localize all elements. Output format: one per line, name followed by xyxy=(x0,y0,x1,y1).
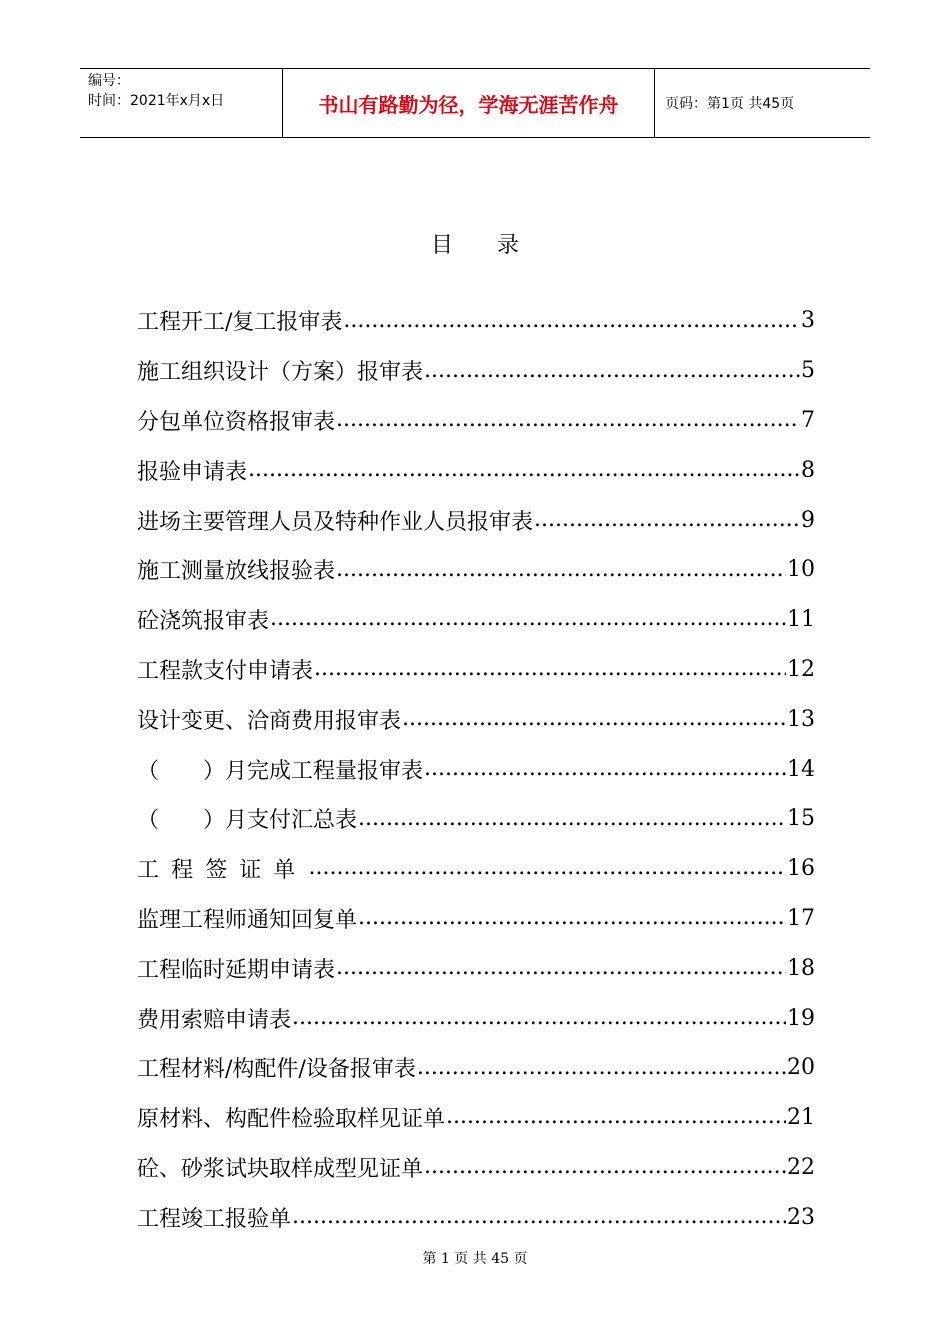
toc-entry-label: （ ）月完成工程量报审表 xyxy=(137,758,424,784)
toc-entry-label: 工程开工/复工报审表 xyxy=(137,310,343,336)
toc-entry-label: 工程签证单 xyxy=(137,858,308,884)
page-header xyxy=(80,68,870,138)
toc-entry-page: 9 xyxy=(801,507,815,533)
toc-leader-dots xyxy=(292,1204,786,1230)
toc-entry-label: 费用索赔申请表 xyxy=(137,1007,292,1033)
toc-leader-dots xyxy=(417,1055,786,1081)
toc-entry[interactable] xyxy=(137,1043,815,1093)
toc-entry-page: 8 xyxy=(801,457,815,483)
toc-entry-label: 工程临时延期申请表 xyxy=(137,957,336,983)
toc-entry-label: （ ）月支付汇总表 xyxy=(137,808,358,834)
page-title: 目 录 xyxy=(430,233,519,258)
toc-entry-label: 施工组织设计（方案）报审表 xyxy=(137,360,424,386)
toc-entry-page: 14 xyxy=(787,756,815,782)
header-motto: 书山有路勤为径，学海无涯苦作舟 xyxy=(282,69,655,137)
toc-entry[interactable] xyxy=(137,346,815,396)
toc-leader-dots xyxy=(336,955,786,981)
toc-entry-page: 13 xyxy=(787,706,815,732)
page-footer: 第 1 页 共 45 页 xyxy=(422,1251,528,1267)
toc-entry-page: 12 xyxy=(787,656,815,682)
toc-leader-dots xyxy=(424,1154,786,1180)
toc-leader-dots xyxy=(336,557,786,583)
toc-leader-dots xyxy=(402,706,786,732)
toc-leader-dots xyxy=(343,308,800,334)
toc-entry[interactable] xyxy=(137,894,815,944)
toc-entry-page: 17 xyxy=(787,905,815,931)
toc-entry-label: 进场主要管理人员及特种作业人员报审表 xyxy=(137,509,534,535)
toc-entry-label: 报验申请表 xyxy=(137,459,248,485)
toc-entry-page: 11 xyxy=(787,607,815,633)
toc-leader-dots xyxy=(248,457,800,483)
toc-entry-label: 分包单位资格报审表 xyxy=(137,409,336,435)
toc-entry[interactable] xyxy=(137,1192,815,1242)
toc-entry-page: 22 xyxy=(787,1154,815,1180)
toc-entry-page: 15 xyxy=(787,806,815,832)
toc-leader-dots xyxy=(336,407,800,433)
header-date: 时间：2021年x月x日 xyxy=(88,93,225,109)
toc-entry-page: 5 xyxy=(801,358,815,384)
toc-entry[interactable] xyxy=(137,1143,815,1193)
toc-entry-label: 砼、砂浆试块取样成型见证单 xyxy=(137,1156,424,1182)
toc-entry-label: 工程竣工报验单 xyxy=(137,1206,292,1232)
header-meta xyxy=(80,69,282,137)
toc-entry[interactable] xyxy=(137,1093,815,1143)
toc-leader-dots xyxy=(446,1104,786,1130)
toc-entry-page: 10 xyxy=(787,557,815,583)
toc-entry-page: 18 xyxy=(787,955,815,981)
header-number-label: 编号： xyxy=(88,73,130,89)
toc-entry-label: 工程材料/构配件/设备报审表 xyxy=(137,1057,416,1083)
header-page-info: 页码：第1页 共45页 xyxy=(665,96,795,112)
toc-leader-dots xyxy=(358,905,786,931)
toc-entry-label: 原材料、构配件检验取样见证单 xyxy=(137,1107,446,1133)
toc-entry[interactable] xyxy=(137,844,815,894)
toc-entry-page: 7 xyxy=(801,407,815,433)
toc-entry-page: 20 xyxy=(787,1055,815,1081)
toc-entry[interactable] xyxy=(137,993,815,1043)
toc-leader-dots xyxy=(424,756,786,782)
toc-leader-dots xyxy=(292,1005,786,1031)
toc-entry[interactable] xyxy=(137,943,815,993)
toc-entry[interactable] xyxy=(137,694,815,744)
toc-leader-dots xyxy=(534,507,800,533)
toc-entry[interactable] xyxy=(137,396,815,446)
toc-entry-label: 砼浇筑报审表 xyxy=(137,609,270,635)
toc-entry[interactable] xyxy=(137,545,815,595)
toc-leader-dots xyxy=(270,606,786,632)
toc-entry-page: 16 xyxy=(787,856,815,882)
toc-leader-dots xyxy=(358,806,786,832)
toc-entry[interactable] xyxy=(137,595,815,645)
toc-entry[interactable] xyxy=(137,445,815,495)
toc-entry[interactable] xyxy=(137,744,815,794)
toc-leader-dots xyxy=(309,855,786,881)
toc-entry-page: 19 xyxy=(787,1005,815,1031)
toc-entry[interactable] xyxy=(137,645,815,695)
toc-entry[interactable] xyxy=(137,495,815,545)
toc-entry[interactable] xyxy=(137,794,815,844)
toc-entry[interactable] xyxy=(137,296,815,346)
toc-entry-page: 3 xyxy=(801,308,815,334)
toc-entry-page: 21 xyxy=(787,1105,815,1131)
toc-leader-dots xyxy=(314,656,786,682)
toc-entry-label: 施工测量放线报验表 xyxy=(137,559,336,585)
table-of-contents xyxy=(137,296,815,1242)
toc-entry-label: 监理工程师通知回复单 xyxy=(137,907,358,933)
toc-entry-label: 工程款支付申请表 xyxy=(137,658,314,684)
toc-leader-dots xyxy=(424,358,800,384)
toc-entry-label: 设计变更、洽商费用报审表 xyxy=(137,708,402,734)
toc-entry-page: 23 xyxy=(787,1204,815,1230)
